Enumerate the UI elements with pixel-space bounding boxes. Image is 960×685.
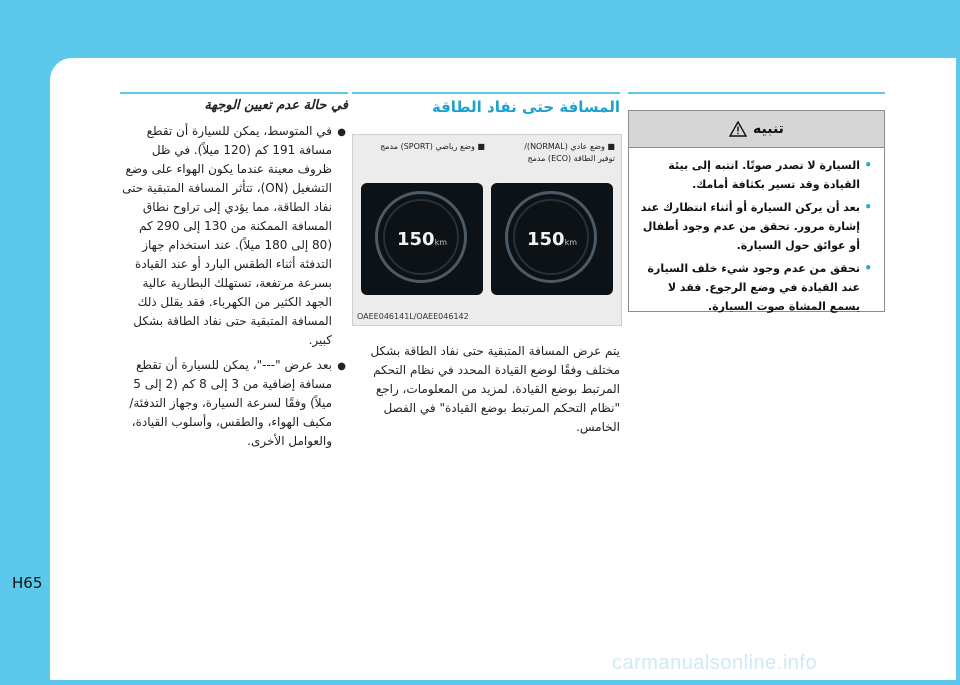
caution-title: تنبيه [753,121,784,137]
section-heading-range: المسافة حتى نفاد الطاقة [431,98,620,116]
watermark: carmanualsonline.info [612,652,818,674]
header-rule-middle [352,92,620,94]
range-paragraph: يتم عرض المسافة المتبقية حتى نفاد الطاقة بشكل مختلف وفقًا لوضع القيادة المحدد في نظام التحكم المرتبط بوضع القيادة. لمزيد من المعلومات، راجع "نظام التحكم المرتبط بوضع القيادة" في الفصل الخامس. [370,344,620,434]
caution-item: • السيارة لا تصدر صوتًا. انتبه إلى بيئة القيادة وقد تسير بكثافة أمامك. [668,158,872,191]
caution-item: • بعد أن يركن السيارة أو أثناء انتظارك عند إشارة مرور. تحقق من عدم وجود أطفال أو عوائق حول السيارة. [640,200,872,252]
manual-page [50,58,956,680]
warning-icon [729,121,747,137]
cluster-photo [352,134,622,326]
figure-code: OAEE046141L/OAEE046142 [357,312,469,321]
gauge-value: 150 [526,229,565,250]
gauge-normal-eco [491,183,613,295]
caption-normal-eco: ■ وضع عادي (NORMAL)/ توفير الطاقة (ECO) مدمج [524,142,615,163]
section-heading-no-destination: في حالة عدم تعيين الوجهة [204,98,348,113]
gauge-sport [361,183,483,295]
caution-list [629,148,884,316]
caption-sport: ■ وضع رياضي (SPORT) مدمج [380,142,485,151]
list-item: ● بعد عرض "---"، يمكن للسيارة أن تقطع مسافة إضافية من 3 إلى 8 كم (2 إلى 5 ميلاً) وفقًا لسرعة السيارة، وجهاز التدفئة/مكيف الهواء، والطقس، وأسلوب القيادة، والعوامل الأخرى. [129,358,346,448]
header-rule-left [120,92,348,94]
caution-box [628,110,885,312]
gauge-unit: km [564,238,577,247]
page-number: H65 [12,574,43,592]
gauge-unit: km [434,238,447,247]
header-rule-right [628,92,885,94]
no-destination-list [120,122,346,457]
gauge-value: 150 [396,229,435,250]
caution-header [629,111,884,148]
list-item: ● في المتوسط، يمكن للسيارة أن تقطع مسافة 191 كم (120 ميلاً). في ظل ظروف معينة عندما يكون الهواء على وضع التشغيل (ON)، تتأثر المسافة المتبقية حتى نفاد الطاقة، مما يؤدي إلى تراوح نطاق المسافة الممكنة من 130 إلى 290 كم (80 إلى 180 ميلاً). عند استخدام جهاز التدفئة أثناء الطقس البارد أو عند القيادة بسرعة مرتفعة، تستهلك البطارية عالية الجهد الكثير من الكهرباء. فقد يقلل ذلك المسافة المتبقية حتى نفاد الطاقة بشكل كبير. [122,124,346,347]
caution-item: • تحقق من عدم وجود شيء خلف السيارة عند القيادة في وضع الرجوع. فقد لا يسمع المشاة صوت السيارة. [647,261,872,313]
